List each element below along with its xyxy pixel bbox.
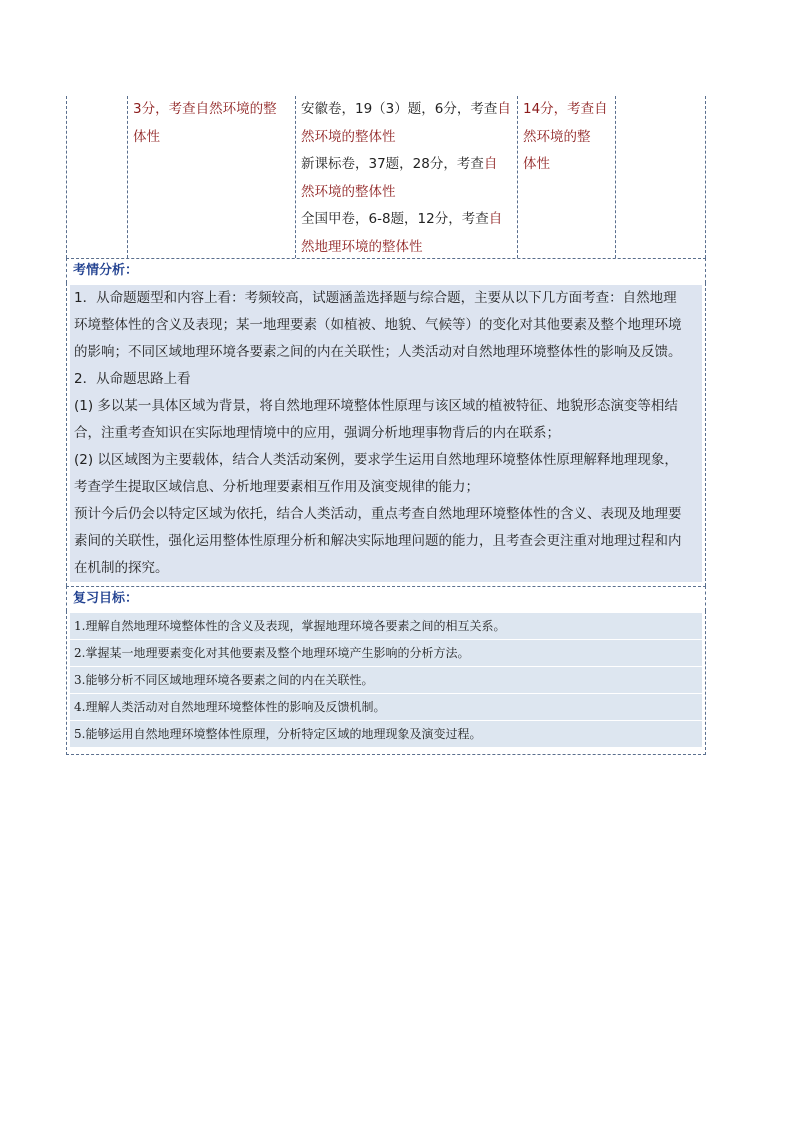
analysis-line: (1) 多以某一具体区域为背景，将自然地理环境整体性原理与该区域的植被特征、地貌形态演变等相结	[70, 393, 702, 420]
cell-line: 3分，考查自然环境的整	[133, 101, 277, 117]
page	[66, 96, 706, 755]
cell-line: 然地理环境的整体性	[301, 238, 423, 255]
goals-heading: 复习目标：	[66, 586, 706, 611]
goal-item: 5.能够运用自然地理环境整体性原理，分析特定区域的地理现象及演变过程。	[70, 721, 702, 747]
goal-item: 2.掌握某一地理要素变化对其他要素及整个地理环境产生影响的分析方法。	[70, 640, 702, 666]
table-cell-empty	[67, 96, 128, 258]
table-cell-col3	[295, 96, 518, 258]
analysis-line: 2．从命题思路上看	[70, 366, 702, 393]
cell-line: 全国甲卷，6-8题，12分，考查自	[301, 211, 503, 227]
cell-line: 安徽卷，19（3）题，6分，考查自	[301, 101, 511, 117]
analysis-line: 素间的关联性，强化运用整体性原理分析和解决实际地理问题的能力，且考查会更注重对地理过程和内	[70, 528, 702, 555]
analysis-line: 预计今后仍会以特定区域为依托，结合人类活动，重点考查自然地理环境整体性的含义、表现及地理要	[70, 501, 702, 528]
table-cell-empty	[615, 96, 707, 258]
analysis-line: 环境整体性的含义及表现；某一地理要素（如植被、地貌、气候等）的变化对其他要素及整个地理环境	[70, 312, 702, 339]
analysis-line: 考查学生提取区域信息、分析地理要素相互作用及演变规律的能力；	[70, 474, 702, 501]
cell-line: 体性	[133, 128, 160, 145]
goal-item: 4.理解人类活动对自然地理环境整体性的影响及反馈机制。	[70, 694, 702, 720]
table-cell-col4	[517, 96, 616, 258]
analysis-line: 的影响；不同区域地理环境各要素之间的内在关联性；人类活动对自然地理环境整体性的影响及反馈。	[70, 339, 702, 366]
goal-item: 1.理解自然地理环境整体性的含义及表现，掌握地理环境各要素之间的相互关系。	[70, 613, 702, 639]
analysis-section	[66, 283, 706, 586]
cell-line: 然环境的整体性	[301, 183, 396, 200]
table-cell-col2	[127, 96, 296, 258]
cell-line: 新课标卷，37题，28分，考查自	[301, 156, 498, 172]
goals-section	[66, 611, 706, 755]
analysis-line: (2) 以区域图为主要载体，结合人类活动案例，要求学生运用自然地理环境整体性原理解释地理现象，	[70, 447, 702, 474]
cell-line: 然环境的整	[523, 128, 591, 145]
cell-line: 14分，考查自	[523, 101, 608, 117]
cell-line: 体性	[523, 156, 550, 172]
exam-table-row	[66, 96, 706, 258]
cell-line: 然环境的整体性	[301, 128, 396, 145]
analysis-heading: 考情分析：	[66, 258, 706, 283]
analysis-line: 合，注重考查知识在实际地理情境中的应用，强调分析地理事物背后的内在联系；	[70, 420, 702, 447]
analysis-line: 1．从命题题型和内容上看：考频较高，试题涵盖选择题与综合题，主要从以下几方面考查：自然地理	[70, 285, 702, 312]
analysis-line: 在机制的探究。	[70, 555, 702, 582]
goal-item: 3.能够分析不同区域地理环境各要素之间的内在关联性。	[70, 667, 702, 693]
